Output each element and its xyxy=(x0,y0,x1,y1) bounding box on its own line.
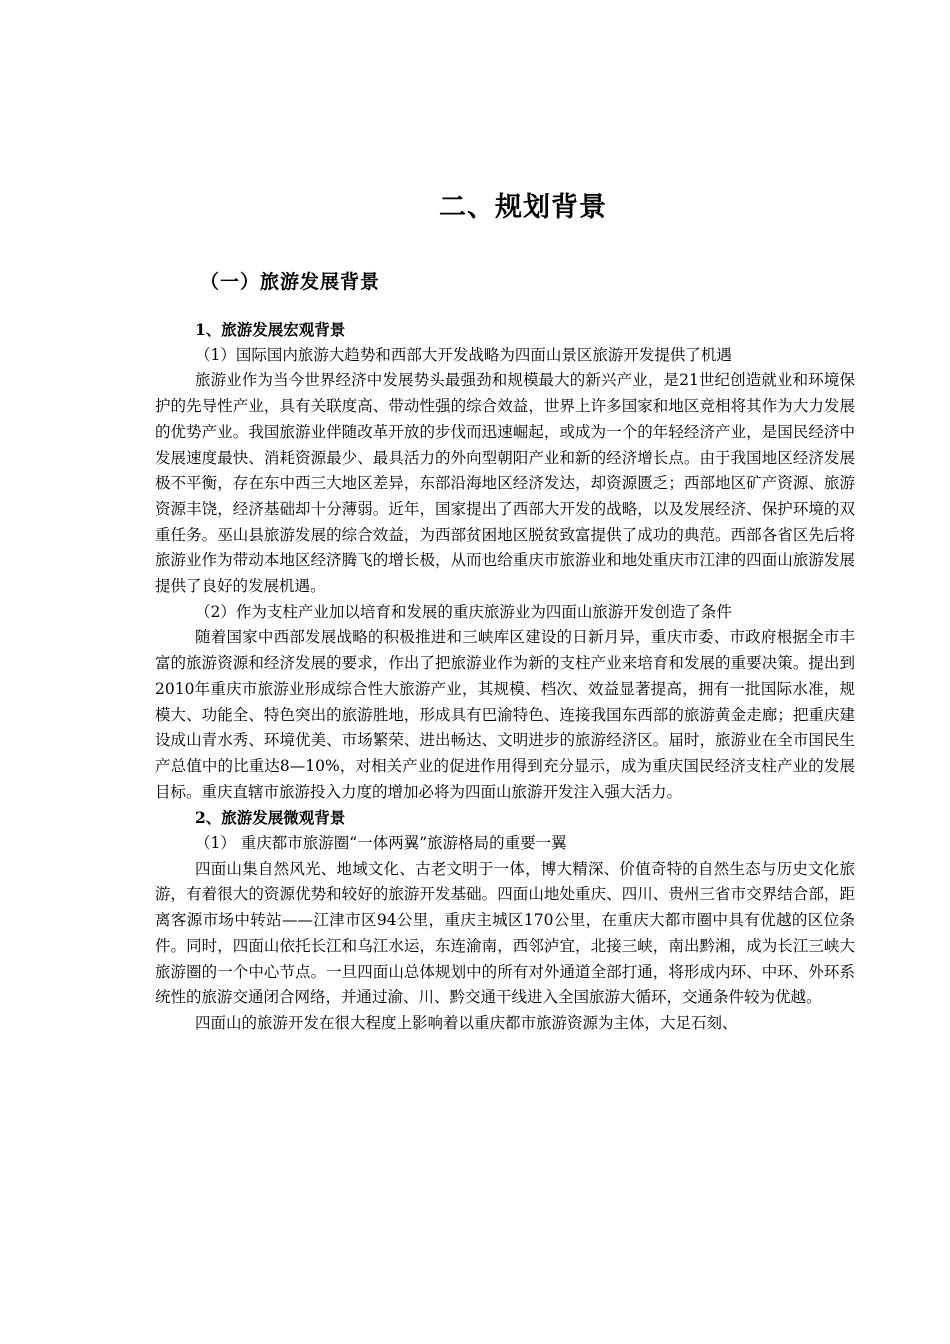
paragraph: 四面山的旅游开发在很大程度上影响着以重庆都市旅游资源为主体，大足石刻、 xyxy=(195,1013,738,1032)
paragraph: 四面山集自然风光、地域文化、古老文明于一体，博大精深、价值奇特的自然生态与历史文化旅游，有着很大的资源优势和较好的旅游开发基础。四面山地处重庆、四川、贵州三省市交界结合部，距离客源市场中转站——江津市区94公里，重庆主城区170公里，在重庆大都市圈中具有优越的区位条件。同时，四面山依托长江和乌江水运，东连渝南，西邻泸宜，北接三峡，南出黔湘，成为长江三峡大旅游圈的一个中心节点。一旦四面山总体规划中的所有对外通道全部打通，将形成内环、中环、外环系统性的旅游交通闭合网络，并通过渝、川、黔交通干线进入全国旅游大循环，交通条件较为优越。 xyxy=(155,859,855,1007)
paragraph: 旅游业作为当今世界经济中发展势头最强劲和规模最大的新兴产业，是21世纪创造就业和环境保护的先导性产业，具有关联度高、带动性强的综合效益，世界上许多国家和地区竞相将其作为大力发展的优势产业。我国旅游业伴随改革开放的步伐而迅速崛起，或成为一个的年轻经济产业，是国民经济中发展速度最快、消耗资源最少、最具活力的外向型朝阳产业和新的经济增长点。由于我国地区经济发展极不平衡，存在东中西三大地区差异，东部沿海地区经济发达，却资源匮乏；西部地区矿产资源、旅游资源丰饶，经济基础却十分薄弱。近年，国家提出了西部大开发的战略，以及发展经济、保护环境的双重任务。巫山县旅游发展的综合效益，为西部贫困地区脱贫致富提供了成功的典范。西部各省区先后将旅游业作为带动本地区经济腾飞的增长极，从而也给重庆市旅游业和地处重庆市江津的四面山旅游发展提供了良好的发展机遇。 xyxy=(155,371,855,596)
subheading-2-1: （1） 重庆都市旅游圈“一体两翼”旅游格局的重要一翼 xyxy=(195,834,567,853)
section-title: （一）旅游发展背景 xyxy=(200,271,381,293)
subheading-1-2: （2）作为支柱产业加以培育和发展的重庆旅游业为四面山旅游开发创造了条件 xyxy=(195,602,732,621)
subheading-1-1: （1）国际国内旅游大趋势和西部大开发战略为四面山景区旅游开发提供了机遇 xyxy=(195,345,732,364)
subsection-heading-macro: 1、旅游发展宏观背景 xyxy=(195,320,346,339)
document-body xyxy=(155,317,855,1037)
paragraph: 随着国家中西部发展战略的积极推进和三峡库区建设的日新月异，重庆市委、市政府根据全市丰富的旅游资源和经济发展的要求，作出了把旅游业作为新的支柱产业来培育和发展的重要决策。提出到2010年重庆市旅游业形成综合性大旅游产业，其规模、档次、效益显著提高，拥有一批国际水准，规模大、功能全、特色突出的旅游胜地，形成具有巴渝特色、连接我国东西部的旅游黄金走廊；把重庆建设成山青水秀、环境优美、市场繁荣、进出畅达、文明进步的旅游经济区。届时，旅游业在全市国民生产总值中的比重达8—10%，对相关产业的促进作用得到充分显示，成为重庆国民经济支柱产业的发展目标。重庆直辖市旅游投入力度的增加必将为四面山旅游开发注入强大活力。 xyxy=(155,628,855,801)
chapter-title: 二、规划背景 xyxy=(439,192,607,223)
subsection-heading-micro: 2、旅游发展微观背景 xyxy=(195,808,346,828)
